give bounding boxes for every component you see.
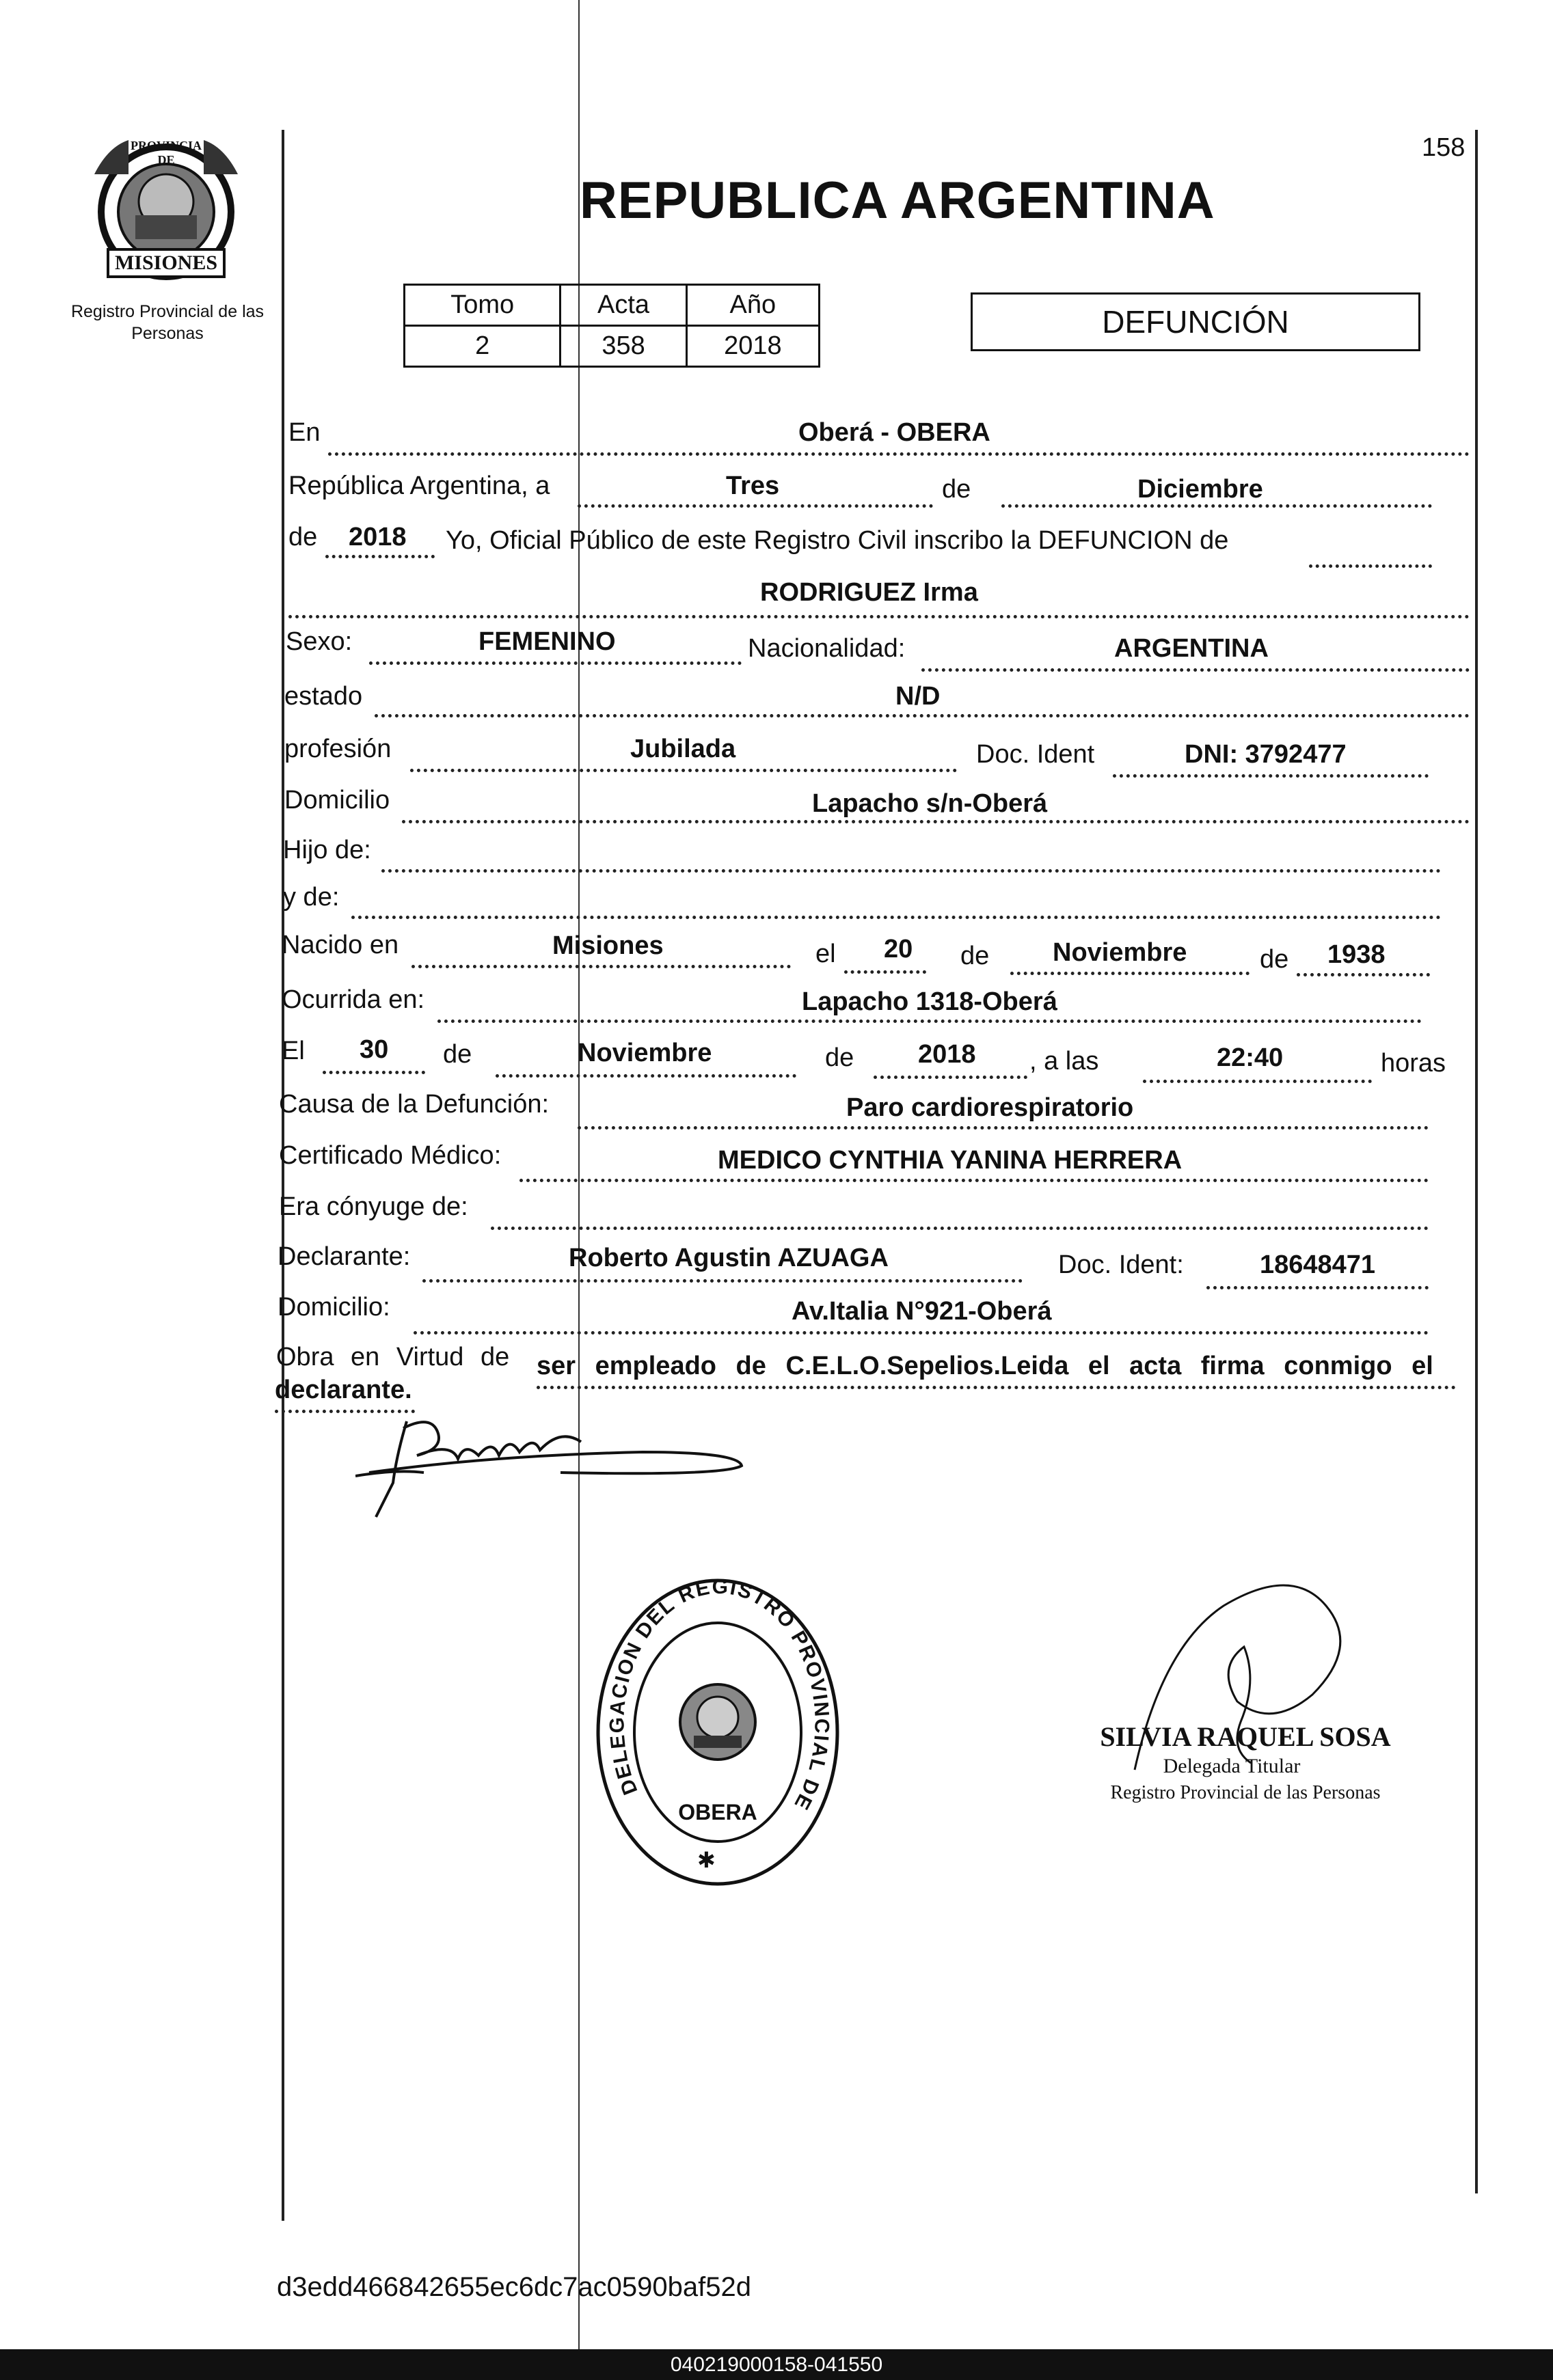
- label-certificado: Certificado Médico:: [279, 1141, 502, 1170]
- label-de-def-anio: de: [825, 1043, 854, 1072]
- label-el: el: [815, 940, 836, 968]
- dots-certificado: [519, 1179, 1429, 1182]
- document-hash: d3edd466842655ec6dc7ac0590baf52d: [277, 2272, 752, 2302]
- record-type-box: [971, 292, 1420, 351]
- dots-hijo-de: [381, 869, 1441, 873]
- anio-value: 2018: [686, 326, 819, 367]
- label-republica: República Argentina, a: [288, 471, 550, 500]
- label-causa: Causa de la Defunción:: [279, 1090, 550, 1119]
- page-number: 158: [1422, 133, 1466, 162]
- value-domicilio-declarante: Av.Italia N°921-Oberá: [792, 1297, 1052, 1326]
- value-causa: Paro cardiorespiratorio: [846, 1093, 1134, 1122]
- dots-nacionalidad: [921, 668, 1470, 672]
- value-nacido-lugar: Misiones: [552, 931, 664, 960]
- officer-title: Delegada Titular: [1163, 1755, 1301, 1777]
- label-horas: horas: [1381, 1049, 1446, 1078]
- star-icon: ✱: [697, 1848, 716, 1872]
- value-def-anio: 2018: [918, 1040, 976, 1069]
- dots-domicilio: [402, 820, 1470, 823]
- label-domicilio: Domicilio: [284, 786, 390, 815]
- officer-name: SILVIA RAQUEL SOSA: [1100, 1721, 1391, 1752]
- record-table: [403, 284, 820, 368]
- record-type: DEFUNCIÓN: [1102, 304, 1289, 340]
- value-nacido-mes: Noviembre: [1053, 938, 1187, 967]
- value-nacionalidad: ARGENTINA: [1114, 634, 1269, 663]
- logo-text-bottom: MISIONES: [114, 251, 218, 274]
- stamp-ring-text: DELEGACION DEL REGISTRO PROVINCIAL DE: [606, 1575, 833, 1815]
- stamp-city: OBERA: [678, 1800, 757, 1824]
- label-declarante: Declarante:: [278, 1242, 411, 1271]
- logo-text-top: PROVINCIA DE: [130, 139, 202, 167]
- label-nacido-en: Nacido en: [282, 931, 399, 959]
- label-nacionalidad: Nacionalidad:: [748, 634, 906, 663]
- label-estado: estado: [284, 682, 363, 711]
- label-en: En: [288, 418, 321, 447]
- value-declarante-doc: 18648471: [1260, 1250, 1376, 1279]
- value-certificado: MEDICO CYNTHIA YANINA HERRERA: [718, 1146, 1183, 1175]
- dots-nombre: [288, 615, 1470, 618]
- tomo-value: 2: [405, 326, 561, 367]
- label-doc-ident-declarante: Doc. Ident:: [1058, 1250, 1184, 1279]
- dots-nacido-anio: [1297, 973, 1430, 976]
- registry-name: Registro Provincial de las Personas: [70, 302, 265, 343]
- dots-def-anio: [874, 1076, 1027, 1079]
- value-anio: 2018: [349, 523, 407, 551]
- dots-def-hora: [1143, 1080, 1372, 1083]
- value-def-dia: 30: [360, 1035, 389, 1064]
- label-doc-ident: Doc. Ident: [976, 740, 1095, 769]
- acta-header: Acta: [561, 285, 686, 326]
- label-hijo-de: Hijo de:: [283, 836, 371, 864]
- dots-estado: [375, 714, 1470, 717]
- value-profesion: Jubilada: [630, 735, 736, 763]
- anio-header: Año: [686, 285, 819, 326]
- label-de-def-mes: de: [443, 1040, 472, 1069]
- dots-anio: [325, 555, 435, 558]
- value-declarante: Roberto Agustin AZUAGA: [569, 1244, 889, 1272]
- label-ocurrida-en: Ocurrida en:: [282, 985, 425, 1014]
- dots-def-mes: [496, 1074, 796, 1078]
- dots-conyuge: [491, 1227, 1429, 1230]
- label-profesion: profesión: [284, 735, 392, 763]
- right-margin-line: [1475, 130, 1478, 2193]
- value-ocurrida: Lapacho 1318-Oberá: [802, 987, 1057, 1016]
- label-obra: Obra en Virtud de: [276, 1343, 510, 1371]
- dots-dni: [1113, 774, 1429, 778]
- value-def-mes: Noviembre: [578, 1039, 712, 1067]
- dots-declarante: [422, 1279, 1023, 1283]
- value-lugar: Oberá - OBERA: [798, 418, 990, 447]
- page-title: REPUBLICA ARGENTINA: [580, 172, 1215, 230]
- dots-declarante-doc: [1206, 1286, 1429, 1289]
- dots-nacido-dia: [844, 970, 926, 974]
- dots-profesion: [410, 769, 957, 772]
- value-obra: ser empleado de C.E.L.O.Sepelios.Leida el acta firma conmigo el: [537, 1352, 1433, 1380]
- label-domicilio-declarante: Domicilio:: [278, 1293, 390, 1322]
- official-stamp: [591, 1575, 844, 1889]
- value-estado: N/D: [895, 682, 941, 711]
- left-margin-line: [282, 130, 284, 2221]
- province-logo: [87, 133, 245, 287]
- officer-registry: Registro Provincial de las Personas: [1110, 1782, 1381, 1803]
- footer-band: [0, 2349, 1553, 2380]
- dots-mes: [1001, 504, 1432, 508]
- dots-nacido-lugar: [411, 965, 791, 968]
- dots-obra: [537, 1386, 1456, 1389]
- label-de-nacido-anio: de: [1260, 945, 1289, 974]
- label-de-nacido-mes: de: [960, 942, 990, 970]
- dots-dia: [578, 504, 933, 508]
- value-obra-end: declarante.: [275, 1376, 412, 1404]
- label-a-las: , a las: [1029, 1047, 1099, 1076]
- acta-value: 358: [561, 326, 686, 367]
- declarant-signature: [355, 1401, 752, 1524]
- dots-domicilio-declarante: [414, 1331, 1429, 1335]
- value-def-hora: 22:40: [1217, 1043, 1284, 1072]
- value-dia: Tres: [726, 471, 780, 500]
- dots-causa: [578, 1126, 1429, 1130]
- dots-lugar: [328, 452, 1470, 456]
- label-y-de: y de:: [283, 883, 340, 912]
- dots-def-dia: [323, 1071, 425, 1074]
- value-domicilio: Lapacho s/n-Oberá: [812, 789, 1048, 818]
- dots-ocurrida: [437, 1020, 1422, 1023]
- dots-sexo: [369, 661, 742, 665]
- label-sexo: Sexo:: [286, 627, 353, 656]
- dots-y-de: [351, 916, 1441, 919]
- label-de-mes: de: [942, 475, 971, 504]
- value-nombre: RODRIGUEZ Irma: [760, 578, 978, 607]
- barcode-number: 040219000158-041550: [670, 2353, 883, 2376]
- label-conyuge: Era cónyuge de:: [279, 1192, 468, 1221]
- value-nacido-dia: 20: [884, 935, 913, 963]
- tomo-header: Tomo: [405, 285, 561, 326]
- value-dni: DNI: 3792477: [1185, 740, 1347, 769]
- dots-nacido-mes: [1010, 972, 1250, 975]
- value-nacido-anio: 1938: [1327, 940, 1386, 969]
- value-mes: Diciembre: [1137, 475, 1263, 504]
- label-yo-oficial: Yo, Oficial Público de este Registro Civil inscribo la DEFUNCION de: [446, 526, 1229, 555]
- value-sexo: FEMENINO: [478, 627, 616, 656]
- label-de-anio: de: [288, 523, 318, 551]
- label-el-fecha: El: [282, 1037, 305, 1065]
- dots-defuncion-de: [1309, 564, 1432, 568]
